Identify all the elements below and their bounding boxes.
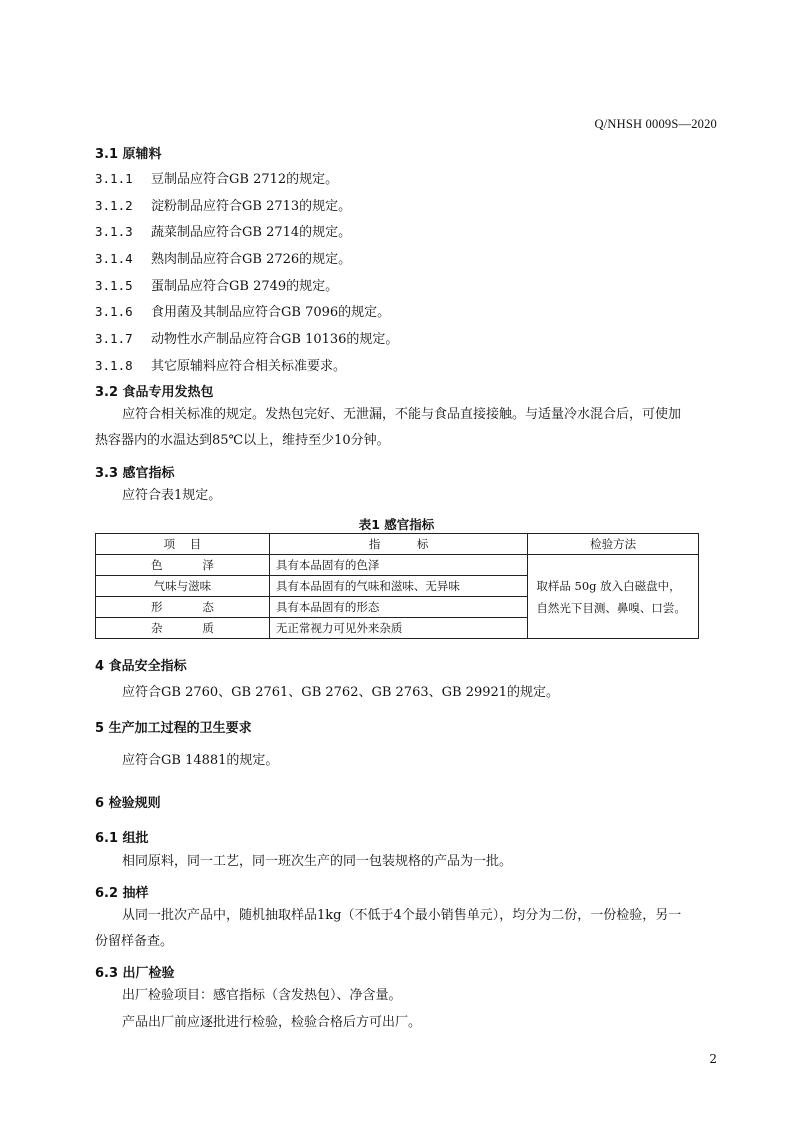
- paragraph-line: 应符合相关标准的规定。发热包完好、无泄漏，不能与食品直接接触。与适量冷水混合后，可使加: [122, 407, 682, 422]
- clause-number: 3.1.1: [95, 171, 133, 186]
- table-cell-spec: 具有本品固有的形态: [269, 597, 527, 618]
- table-cell-spec: 具有本品固有的色泽: [269, 555, 527, 576]
- clause-number: 3.1.2: [95, 198, 133, 213]
- clause-number: 3.1.3: [95, 224, 133, 239]
- clause-text: 蛋制品应符合GB 2749的规定。: [151, 279, 339, 294]
- section-3-3-heading: 3.3 感官指标: [95, 466, 175, 481]
- table-cell-item: 气味与滋味: [96, 576, 270, 597]
- list-item: [95, 248, 351, 267]
- table-cell-spec: 具有本品固有的气味和滋味、无异味: [269, 576, 527, 597]
- paragraph-line: 从同一批次产品中，随机抽取样品1kg（不低于4个最小销售单元），均分为二份，一份检验，另一: [122, 908, 682, 923]
- paragraph-line: 应符合表1规定。: [122, 488, 222, 503]
- table-cell-item: 色泽: [96, 555, 270, 576]
- clause-number: 3.1.4: [95, 251, 133, 266]
- table-cell-item: 杂质: [96, 618, 270, 639]
- list-item: [95, 328, 398, 347]
- paragraph-line: 产品出厂前应逐批进行检验，检验合格后方可出厂。: [122, 1015, 422, 1030]
- list-item: [95, 195, 351, 214]
- section-6-2-heading: 6.2 抽样: [95, 886, 149, 901]
- paragraph-line: 出厂检验项目：感官指标（含发热包）、净含量。: [122, 988, 402, 1003]
- clause-number: 3.1.6: [95, 304, 133, 319]
- table-row: [96, 555, 699, 576]
- list-item: [95, 168, 338, 187]
- section-4-heading: 4 食品安全指标: [95, 659, 187, 674]
- section-6-1-heading: 6.1 组批: [95, 831, 149, 846]
- table-cell-method: 取样品 50g 放入白磁盘中，自然光下目测、鼻嗅、口尝。: [528, 555, 699, 639]
- paragraph-line: 应符合GB 14881的规定。: [122, 753, 279, 768]
- clause-text: 其它原辅料应符合相关标准要求。: [151, 359, 347, 374]
- table-cell-item: 形态: [96, 597, 270, 618]
- section-6-3-heading: 6.3 出厂检验: [95, 966, 175, 981]
- list-item: [95, 221, 351, 240]
- page-number: 2: [709, 1052, 717, 1066]
- section-3-2-heading: 3.2 食品专用发热包: [95, 385, 214, 400]
- section-6-heading: 6 检验规则: [95, 796, 161, 811]
- column-header-method: 检验方法: [528, 534, 699, 555]
- paragraph-line: 份留样备查。: [95, 934, 174, 949]
- clause-text: 熟肉制品应符合GB 2726的规定。: [151, 252, 352, 267]
- section-5-heading: 5 生产加工过程的卫生要求: [95, 721, 252, 736]
- paragraph-line: 相同原料，同一工艺，同一班次生产的同一包装规格的产品为一批。: [122, 854, 513, 869]
- clause-text: 豆制品应符合GB 2712的规定。: [151, 172, 339, 187]
- table-caption: 表1 感官指标: [358, 517, 435, 532]
- paragraph-line: 应符合GB 2760、GB 2761、GB 2762、GB 2763、GB 29921的规定。: [122, 685, 560, 700]
- list-item: [95, 301, 390, 320]
- paragraph-line: 热容器内的水温达到85℃以上，维持至少10分钟。: [95, 433, 390, 448]
- sensory-table: [95, 533, 699, 639]
- section-3-1-heading: 3.1 原辅料: [95, 147, 162, 162]
- clause-number: 3.1.7: [95, 331, 133, 346]
- table-header-row: [96, 534, 699, 555]
- list-item: [95, 275, 338, 294]
- list-item: [95, 355, 346, 374]
- clause-number: 3.1.5: [95, 278, 133, 293]
- column-header-spec: 指 标: [269, 534, 527, 555]
- clause-text: 食用菌及其制品应符合GB 7096的规定。: [151, 305, 391, 320]
- clause-text: 动物性水产制品应符合GB 10136的规定。: [151, 332, 399, 347]
- standard-number: Q/NHSH 0009S—2020: [594, 117, 717, 131]
- clause-text: 淀粉制品应符合GB 2713的规定。: [151, 199, 352, 214]
- clause-text: 蔬菜制品应符合GB 2714的规定。: [151, 225, 352, 240]
- clause-number: 3.1.8: [95, 358, 133, 373]
- table-cell-spec: 无正常视力可见外来杂质: [269, 618, 527, 639]
- column-header-item: 项 目: [96, 534, 270, 555]
